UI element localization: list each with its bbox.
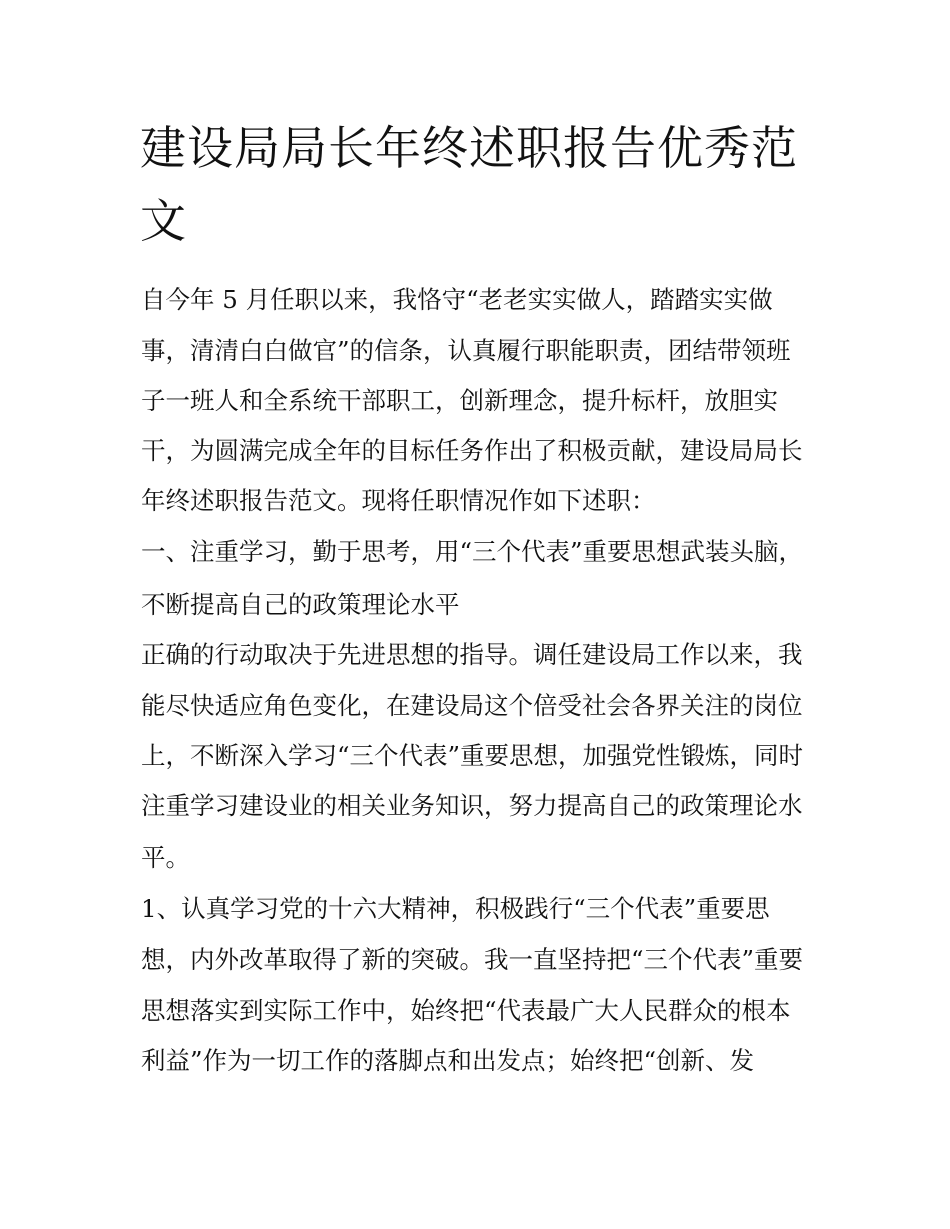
body-line: 想，内外改革取得了新的突破。我一直坚持把“三个代表”重要	[141, 945, 804, 974]
body-line: 上，不断深入学习“三个代表”重要思想，加强党性锻炼，同时	[141, 741, 804, 770]
body-line: 正确的行动取决于先进思想的指导。调任建设局工作以来，我	[141, 640, 803, 669]
body-line: 利益”作为一切工作的落脚点和出发点；始终把“创新、发	[141, 1046, 755, 1075]
body-line: 能尽快适应角色变化，在建设局这个倍受社会各界关注的岗位	[141, 691, 803, 720]
body-line: 子一班人和全系统干部职工，创新理念，提升标杆，放胆实	[141, 386, 778, 415]
body-line: 年终述职报告范文。现将任职情况作如下述职：	[141, 486, 656, 515]
body-line: 事，清清白白做官”的信条，认真履行职能职责，团结带领班	[141, 336, 791, 365]
body-line: 自今年 5 月任职以来，我恪守“老老实实做人，踏踏实实做	[141, 285, 773, 314]
subsection-line: 1、认真学习党的十六大精神，积极践行“三个代表”重要思	[141, 894, 770, 923]
body-line: 干，为圆满完成全年的目标任务作出了积极贡献，建设局局长	[141, 436, 803, 465]
body-line: 思想落实到实际工作中，始终把“代表最广大人民群众的根本	[141, 996, 791, 1025]
body-line: 注重学习建设业的相关业务知识，努力提高自己的政策理论水	[141, 791, 803, 820]
body-line: 平。	[141, 843, 190, 872]
section-heading-line: 一、注重学习，勤于思考，用“三个代表”重要思想武装头脑，	[141, 537, 804, 566]
document-title: 建设局局长年终述职报告优秀范文	[140, 121, 798, 248]
section-heading-line: 不断提高自己的政策理论水平	[141, 590, 460, 619]
